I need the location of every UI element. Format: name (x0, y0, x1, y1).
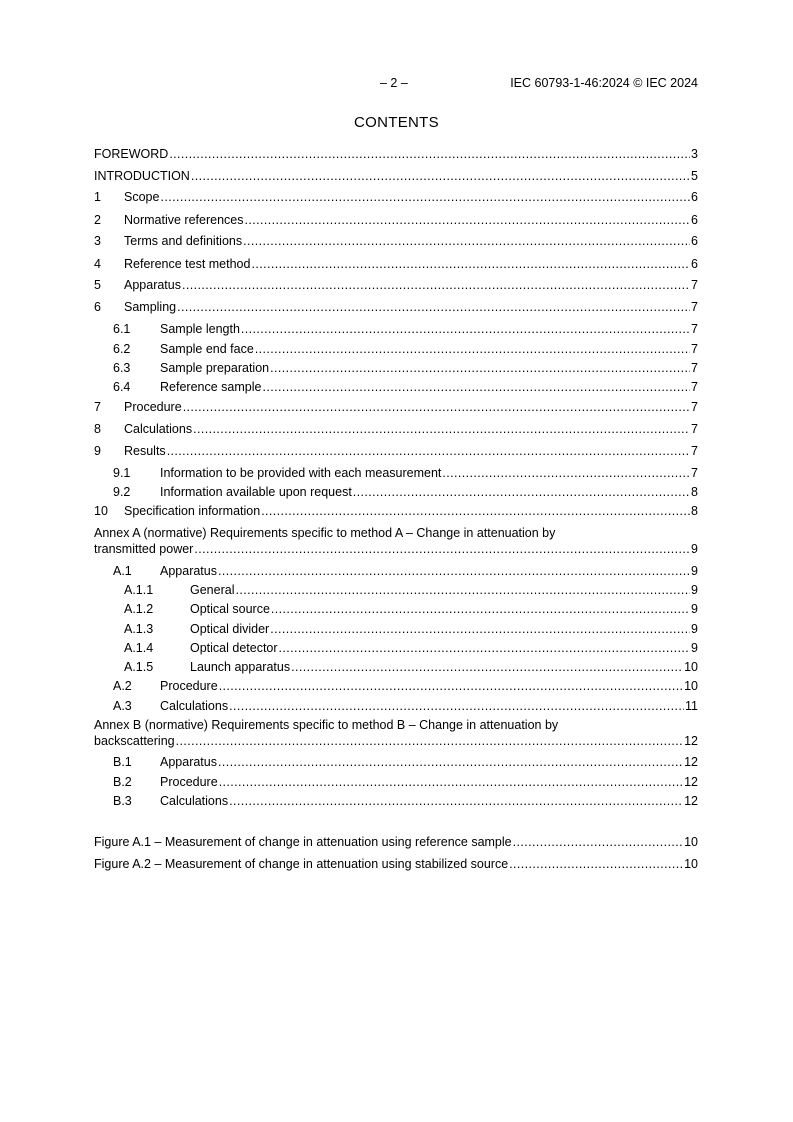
toc-page: 7 (691, 278, 698, 292)
toc-entry-b3-calculations[interactable]: B.3 Calculations ..... 12 (94, 793, 698, 809)
page-header (94, 76, 698, 92)
toc-annex-a-heading[interactable]: Annex A (normative) Requirements specific to method A – Change in attenuation by (94, 526, 556, 540)
toc-page: 7 (691, 380, 698, 394)
toc-page: 6 (691, 257, 698, 271)
toc-page: 7 (691, 322, 698, 336)
toc-page: 11 (685, 699, 698, 713)
toc-page: 9 (691, 641, 698, 655)
toc-page: 7 (691, 400, 698, 414)
toc-page: 9 (691, 564, 698, 578)
toc-page: 10 (684, 660, 698, 674)
toc-page: 10 (684, 857, 698, 871)
toc-page: 9 (691, 542, 698, 556)
toc-entry-b2-procedure[interactable]: B.2 Procedure ..... 12 (94, 774, 698, 790)
toc-page: 12 (684, 775, 698, 789)
toc-page: 6 (691, 190, 698, 204)
toc-entry-b1-apparatus[interactable]: B.1 Apparatus ..... 12 (94, 754, 698, 770)
toc-page: 6 (691, 234, 698, 248)
toc-page: 6 (691, 213, 698, 227)
toc-page: 7 (691, 300, 698, 314)
toc-entry-a14-optical-detector[interactable]: A.1.4 Optical detector ..... 9 (94, 640, 698, 656)
toc-page: 9 (691, 622, 698, 636)
toc-entry-results[interactable]: 9 Results ..... 7 (94, 443, 698, 459)
toc-entry-procedure[interactable]: 7 Procedure ..... 7 (94, 399, 698, 415)
toc-page: 7 (691, 422, 698, 436)
toc-entry-introduction[interactable]: INTRODUCTION ..... 5 (94, 168, 698, 184)
toc-entry-annex-b[interactable]: backscattering ..... 12 (94, 733, 698, 749)
toc-entry-apparatus[interactable]: 5 Apparatus ..... 7 (94, 277, 698, 293)
toc-page: 7 (691, 466, 698, 480)
toc-page: 10 (684, 679, 698, 693)
toc-entry-a15-launch-apparatus[interactable]: A.1.5 Launch apparatus ..... 10 (94, 659, 698, 675)
toc-page: 9 (691, 583, 698, 597)
toc-page: 8 (691, 504, 698, 518)
toc-entry-specification-information[interactable]: 10 Specification information ..... 8 (94, 503, 698, 519)
toc-entry-scope[interactable]: 1 Scope ..... 6 (94, 189, 698, 205)
toc-annex-b-heading[interactable]: Annex B (normative) Requirements specific to method B – Change in attenuation by (94, 718, 559, 732)
toc-page: 9 (691, 602, 698, 616)
toc-entry-a12-optical-source[interactable]: A.1.2 Optical source ..... 9 (94, 601, 698, 617)
toc-entry-reference-test-method[interactable]: 4 Reference test method ..... 6 (94, 256, 698, 272)
toc-entry-a3-calculations[interactable]: A.3 Calculations ..... 11 (94, 698, 698, 714)
toc-page: 7 (691, 342, 698, 356)
toc-entry-reference-sample[interactable]: 6.4 Reference sample ..... 7 (94, 379, 698, 395)
toc-entry-a2-procedure[interactable]: A.2 Procedure ..... 10 (94, 678, 698, 694)
toc-entry-a13-optical-divider[interactable]: A.1.3 Optical divider ..... 9 (94, 621, 698, 637)
document-id: IEC 60793-1-46:2024 © IEC 2024 (510, 76, 698, 90)
toc-figure-a2[interactable]: Figure A.2 – Measurement of change in attenuation using stabilized source ..... 10 (94, 856, 698, 872)
toc-entry-sample-length[interactable]: 6.1 Sample length ..... 7 (94, 321, 698, 337)
toc-entry-sample-preparation[interactable]: 6.3 Sample preparation ..... 7 (94, 360, 698, 376)
toc-entry-annex-a[interactable]: transmitted power ..... 9 (94, 541, 698, 557)
toc-page: 12 (684, 734, 698, 748)
toc-entry-a11-general[interactable]: A.1.1 General ..... 9 (94, 582, 698, 598)
page-number: – 2 – (380, 76, 408, 90)
toc-entry-a1-apparatus[interactable]: A.1 Apparatus ..... 9 (94, 563, 698, 579)
toc-entry-calculations[interactable]: 8 Calculations ..... 7 (94, 421, 698, 437)
toc-page: 12 (684, 755, 698, 769)
toc-page: 7 (691, 444, 698, 458)
toc-entry-information-provided[interactable]: 9.1 Information to be provided with each measurement ..... 7 (94, 465, 698, 481)
toc-page: 12 (684, 794, 698, 808)
toc-entry-sampling[interactable]: 6 Sampling ..... 7 (94, 299, 698, 315)
toc-entry-sample-end-face[interactable]: 6.2 Sample end face ..... 7 (94, 341, 698, 357)
toc-figure-a1[interactable]: Figure A.1 – Measurement of change in attenuation using reference sample ..... 10 (94, 834, 698, 850)
toc-entry-information-available[interactable]: 9.2 Information available upon request ..... 8 (94, 484, 698, 500)
toc-page: 5 (691, 169, 698, 183)
page-title: CONTENTS (354, 114, 439, 131)
toc-entry-normative-references[interactable]: 2 Normative references ..... 6 (94, 212, 698, 228)
toc-entry-terms-and-definitions[interactable]: 3 Terms and definitions ..... 6 (94, 233, 698, 249)
toc-page: 3 (691, 147, 698, 161)
toc-page: 8 (691, 485, 698, 499)
toc-page: 10 (684, 835, 698, 849)
toc-page: 7 (691, 361, 698, 375)
toc-entry-foreword[interactable]: FOREWORD ..... 3 (94, 146, 698, 162)
